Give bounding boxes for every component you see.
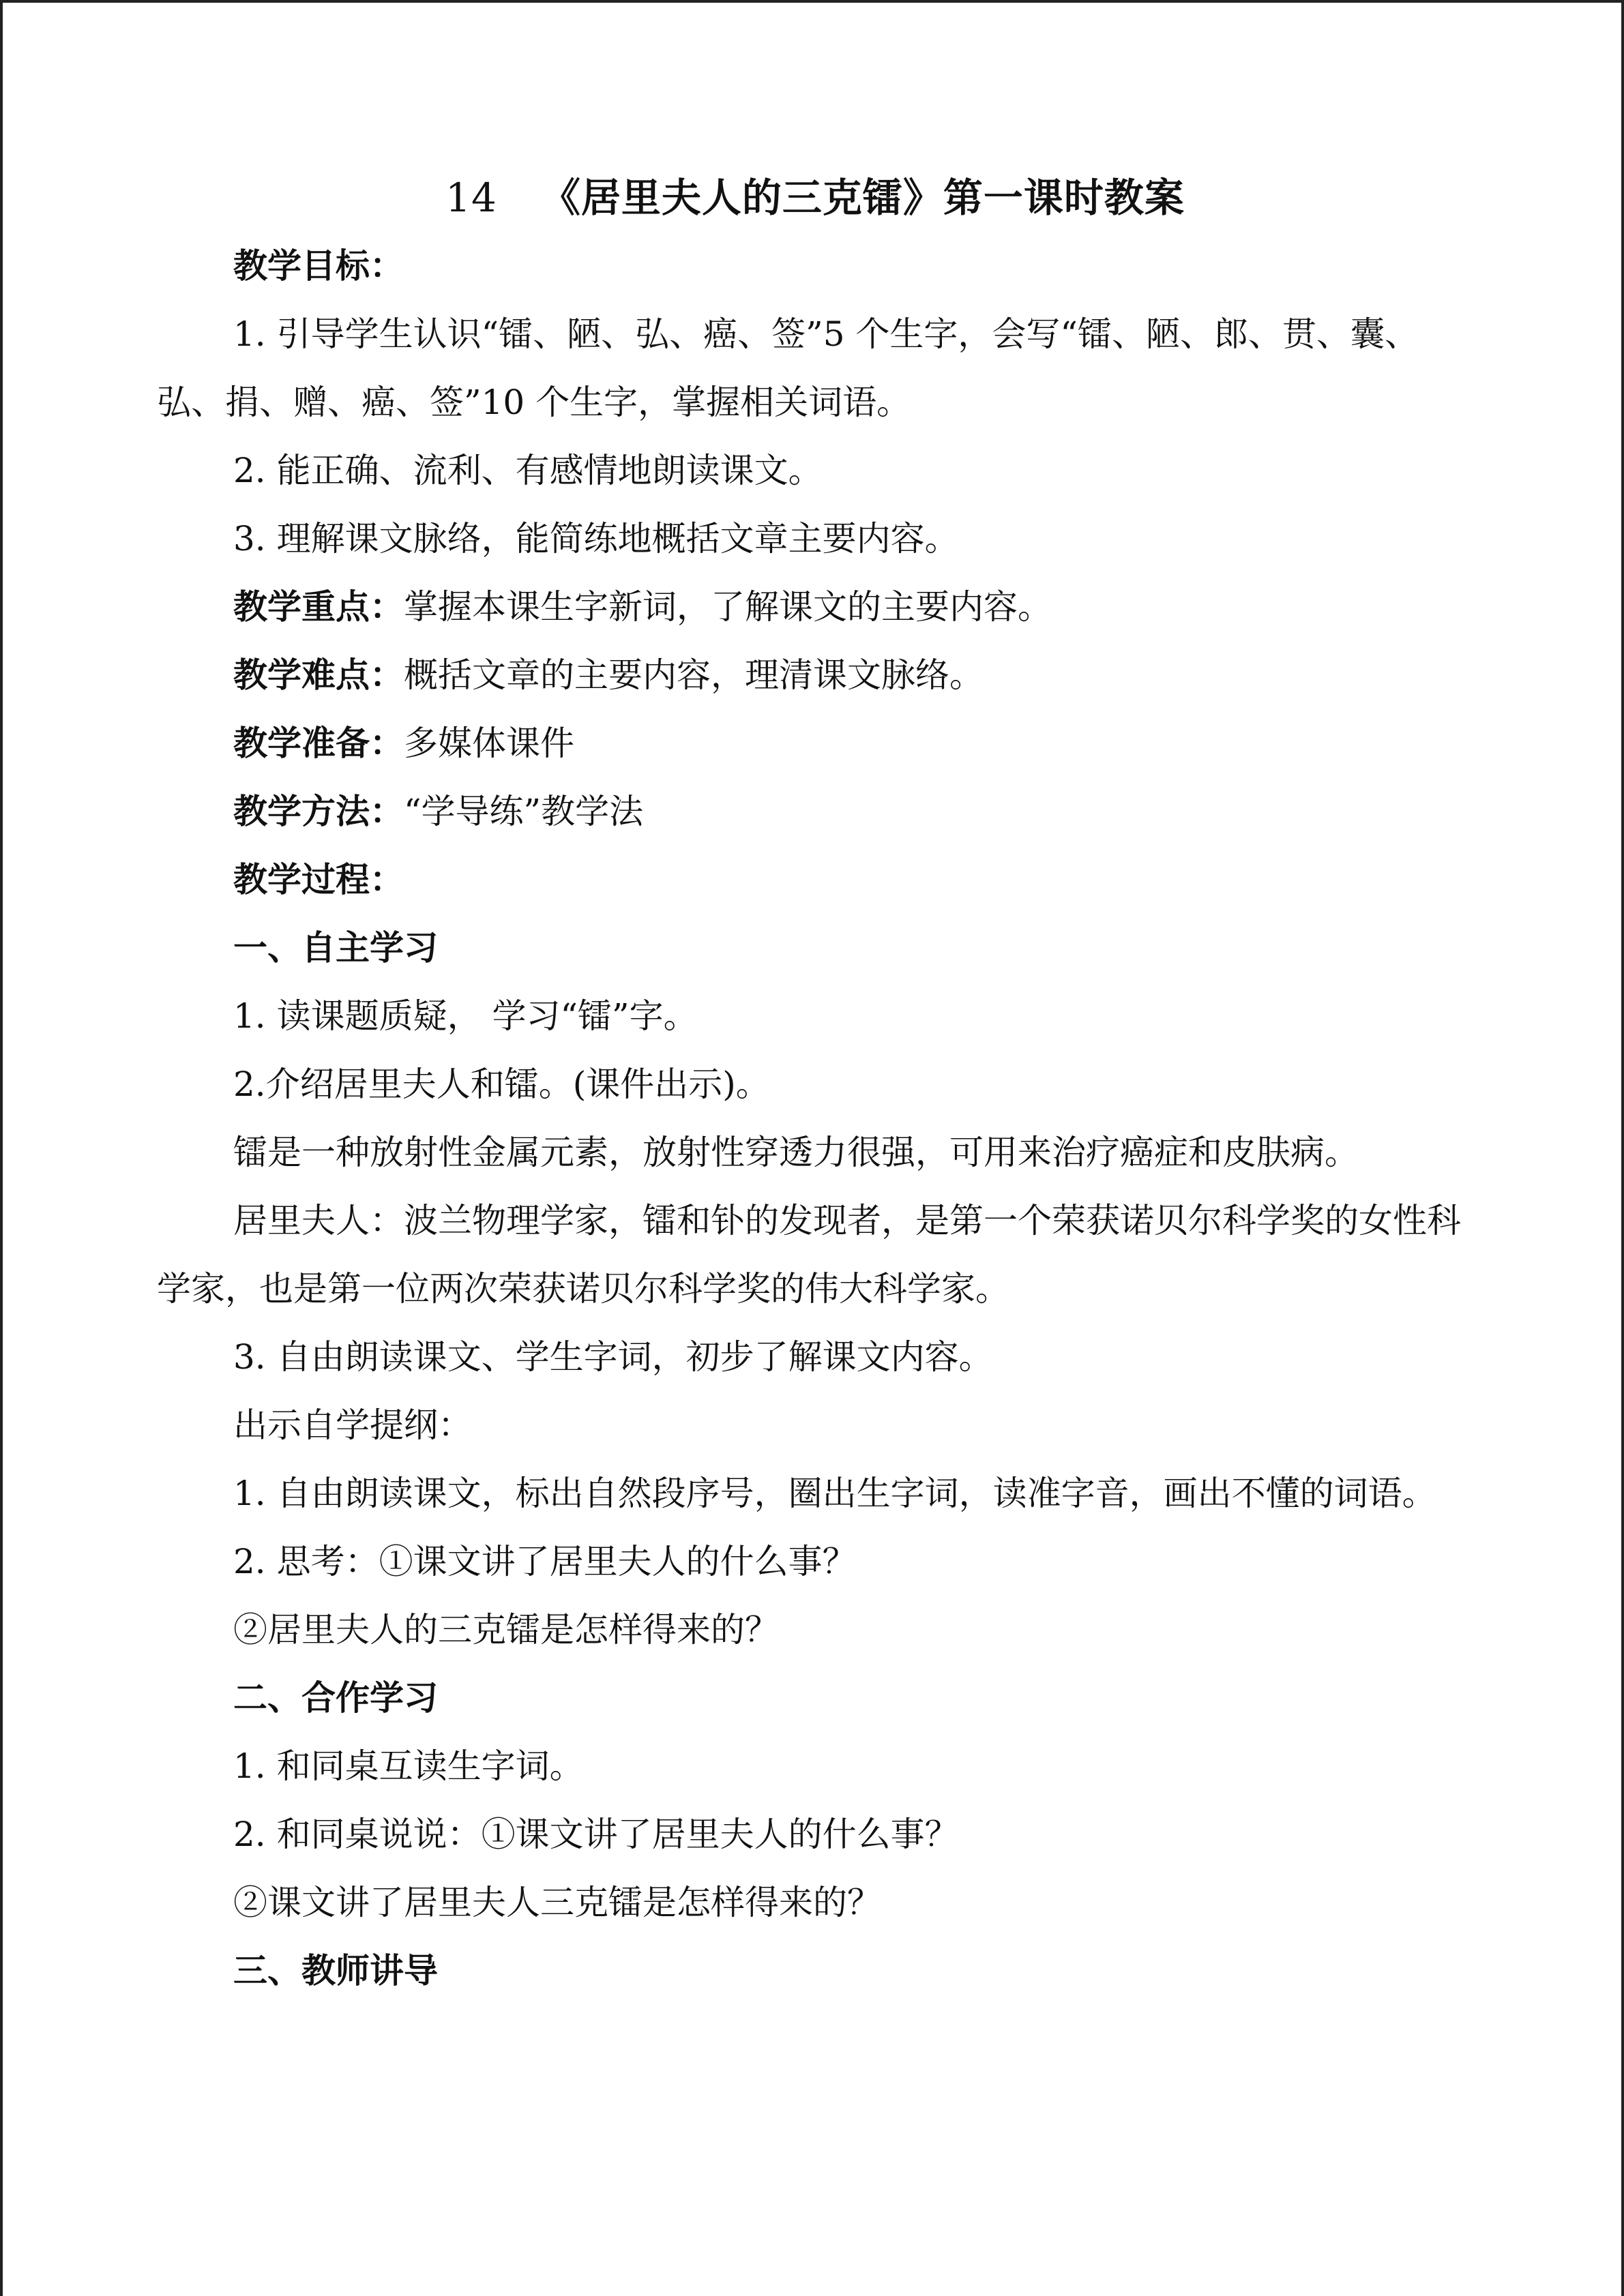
process-row [157,846,1473,914]
objective-item-1: 1. 引导学生认识“镭、陋、弘、癌、签”5 个生字，会写“镭、陋、郎、贯、囊、弘、捐、赠、癌、签”10 个生字，掌握相关词语。 [157,314,1419,422]
outline-item-2: 2. 思考：①课文讲了居里夫人的什么事？ [233,1542,857,1581]
title-number: 14 [445,175,497,221]
objectives-heading [157,232,1473,300]
method-row [157,777,1473,846]
key-points-row [157,573,1473,641]
section-2-step-1: 1. 和同桌互读生字词。 [233,1746,584,1786]
document-title [157,164,1473,232]
document-body [157,164,1473,2005]
radium-description: 镭是一种放射性金属元素，放射性穿透力很强，可用来治疗癌症和皮肤病。 [233,1133,1359,1172]
section-1-step-1: 1. 读课题质疑， 学习“镭”字。 [233,996,698,1036]
difficulties-row [157,641,1473,709]
section-3-heading: 三、教师讲导 [233,1950,438,1991]
method-text: “学导练”教学法 [404,792,644,831]
section-2-step-3: ②课文讲了居里夫人三克镭是怎样得来的？ [233,1883,881,1922]
key-points-text: 掌握本课生字新词，了解课文的主要内容。 [404,587,1052,627]
difficulties-text: 概括文章的主要内容，理清课文脉络。 [404,655,984,695]
outline-item-1: 1. 自由朗读课文，标出自然段序号，圈出生字词，读准字音，画出不懂的词语。 [233,1474,1436,1513]
section-1-step-3: 3. 自由朗读课文、学生字词，初步了解课文内容。 [233,1337,993,1377]
method-label: 教学方法： [233,791,404,831]
title-text: 《居里夫人的三克镭》第一课时教案 [540,175,1185,221]
curie-description: 居里夫人：波兰物理学家，镭和钋的发现者，是第一个荣获诺贝尔科学奖的女性科学家，也是第一位两次荣获诺贝尔科学奖的伟大科学家。 [157,1201,1461,1309]
objectives-label: 教学目标： [233,245,404,286]
objective-item-3: 3. 理解课文脉络，能简练地概括文章主要内容。 [233,519,959,558]
preparation-row [157,709,1473,777]
section-2-heading: 二、合作学习 [233,1678,438,1718]
section-1-heading: 一、自主学习 [233,927,438,968]
self-study-outline-label: 出示自学提纲： [233,1405,472,1445]
key-points-label: 教学重点： [233,586,404,627]
process-label: 教学过程： [233,859,404,899]
section-1-step-2: 2.介绍居里夫人和镭。(课件出示)。 [233,1064,770,1104]
preparation-text: 多媒体课件 [404,724,574,763]
outline-item-3: ②居里夫人的三克镭是怎样得来的？ [233,1610,779,1650]
objective-item-2: 2. 能正确、流利、有感情地朗读课文。 [233,451,823,490]
section-2-step-2: 2. 和同桌说说：①课文讲了居里夫人的什么事？ [233,1815,959,1854]
preparation-label: 教学准备： [233,723,404,763]
difficulties-label: 教学难点： [233,655,404,695]
